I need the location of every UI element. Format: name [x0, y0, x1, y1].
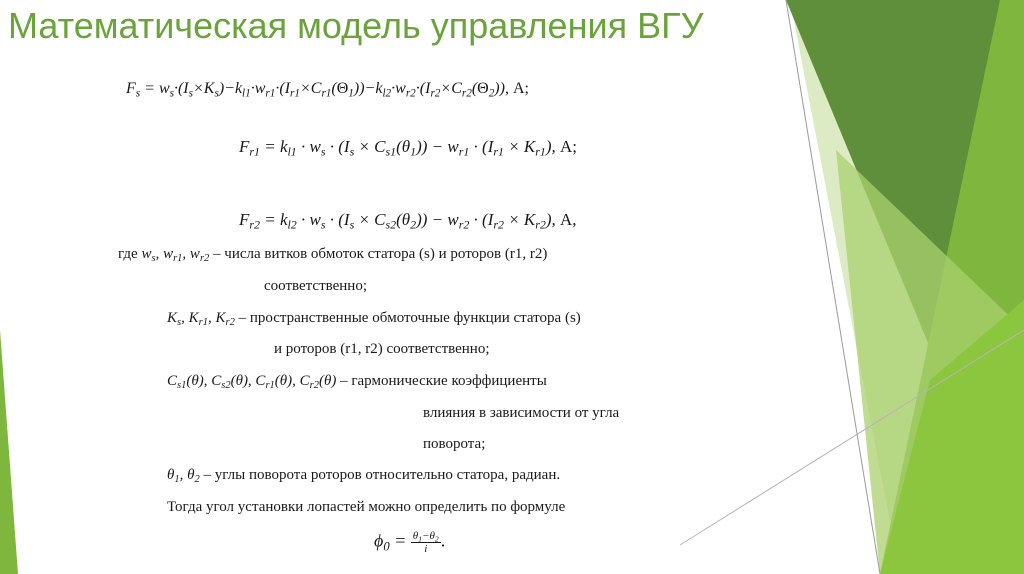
- coeffs-definition: [167, 373, 547, 390]
- angles-definition: [167, 467, 560, 484]
- angles-text: – углы поворота роторов относительно статора, радиан.: [203, 467, 561, 483]
- functions-symbols: $K_s$, $K_{r1}$, $K_{r2}$: [167, 310, 235, 329]
- functions-text: – пространственные обмоточные функции статора (s): [238, 310, 581, 326]
- windings-prefix: где: [118, 246, 138, 262]
- coeffs-text: – гармонические коэффициенты: [340, 373, 547, 389]
- formula-fs: $F_s = w_s\cdot(I_s\times K_s)-k_{l1}\cdot w_{r1}\cdot(I_{r1}\times C_{r1}(\Theta_1))-k_{l2}\cdot w_{r2}\cdot(I_{r2}\times C_{r2}(\Theta_2))$, A;: [126, 80, 529, 100]
- green-shape-left-edge: [0, 330, 18, 574]
- formula-fr1: $F_{r1} = k_{l1} \cdot w_s \cdot (I_s \times C_{s1}(\theta_1)) - w_{r1} \cdot (I_{r1} \times K_{r1})$, A;: [239, 137, 577, 159]
- windings-text: – числа витков обмоток статора (s) и роторов (r1, r2): [213, 246, 548, 262]
- functions-cont: и роторов (r1, r2) соответственно;: [274, 341, 490, 357]
- coeffs-cont-1: влияния в зависимости от угла: [423, 405, 620, 421]
- formula-fr2: $F_{r2} = k_{l2} \cdot w_s \cdot (I_s \times C_{s2}(\theta_2)) - w_{r2} \cdot (I_{r2} \times K_{r2})$, A,: [239, 210, 577, 232]
- phi-fraction: $\frac{\theta_1-\theta_2}{i}$: [412, 530, 439, 555]
- windings-cont: соответственно;: [264, 278, 367, 294]
- functions-definition: [167, 310, 581, 327]
- slide-title: Математическая модель управления ВГУ: [8, 5, 704, 46]
- blade-angle-text: Тогда угол установки лопастей можно определить по формуле: [167, 499, 566, 515]
- windings-definition: [118, 246, 547, 263]
- coeffs-symbols: $C_{s1}(\theta)$, $C_{s2}(\theta)$, $C_{r1}(\theta)$, $C_{r2}(\theta)$: [167, 373, 337, 392]
- windings-symbols: $w_s$, $w_{r1}$, $w_{r2}$: [141, 246, 210, 265]
- formula-phi: $\phi_0$ = $\frac{\theta_1-\theta_2}{i}$ .: [374, 530, 446, 555]
- coeffs-cont-2: поворота;: [423, 436, 486, 452]
- angles-symbols: $\theta_1$, $\theta_2$: [167, 467, 200, 486]
